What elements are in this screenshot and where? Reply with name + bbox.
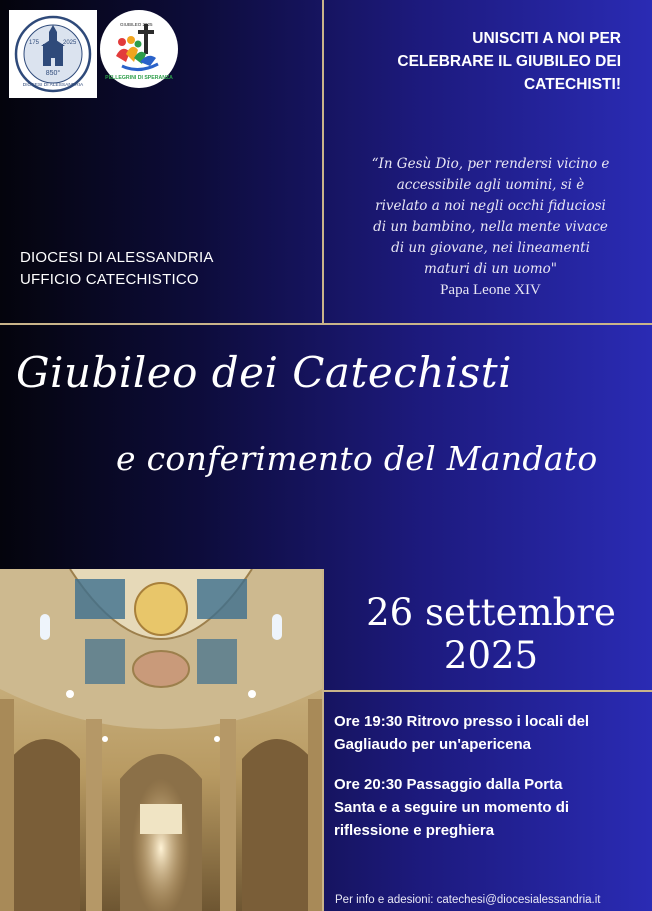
organizer-block xyxy=(20,247,214,291)
event-date xyxy=(330,591,652,677)
quote-line-4: di un bambino, nella mente vivace xyxy=(373,219,608,235)
organizer-line-2: UFFICIO CATECHISTICO xyxy=(20,271,199,288)
program-item-line: Ore 20:30 Passaggio dalla Porta xyxy=(334,776,563,793)
contact-info: Per info e adesioni: catechesi@diocesialessandria.it xyxy=(335,894,601,906)
program-item xyxy=(334,710,644,756)
program-block xyxy=(334,710,644,859)
invite-line-2: CELEBRARE IL GIUBILEO DEI xyxy=(397,53,621,70)
quote-line-3: rivelato a noi negli occhi fiduciosi xyxy=(375,198,606,214)
quote-block xyxy=(338,154,643,280)
jubilee-logo xyxy=(100,10,178,88)
program-item-line: Gagliaudo per un'apericena xyxy=(334,736,531,753)
divider-vertical-top xyxy=(322,0,324,324)
program-item-line: Santa e a seguire un momento di xyxy=(334,799,570,816)
diocese-cathedral-logo-icon xyxy=(13,14,93,94)
divider-horizontal-bottom xyxy=(322,690,652,692)
logo-badge: 850° xyxy=(45,70,61,77)
quote-line-2: accessibile agli uomini, si è xyxy=(396,177,585,193)
event-date-year: 2025 xyxy=(443,634,539,677)
divider-horizontal-top xyxy=(0,323,652,325)
invite-line-3: CATECHISTI! xyxy=(523,76,621,93)
jubilee-logo-top-text: GIUBILEO 2025 xyxy=(120,22,153,27)
program-item-line: riflessione e preghiera xyxy=(334,822,495,839)
invite-line-1: UNISCITI A NOI PER xyxy=(472,30,621,47)
quote-line-5: di un giovane, nei lineamenti xyxy=(391,240,590,256)
invite-heading xyxy=(331,27,621,96)
logo-ring-text: DIOCESI DI ALESSANDRIA xyxy=(22,83,84,88)
diocese-logo xyxy=(9,10,97,98)
jubilee-logo-ring-text: PELLEGRINI DI SPERANZA xyxy=(105,75,173,81)
sub-title: e conferimento del Mandato xyxy=(116,439,598,478)
logo-year-right: 2025 xyxy=(63,40,77,46)
quote-author: Papa Leone XIV xyxy=(440,282,541,298)
event-date-day: 26 settembre xyxy=(366,591,616,634)
quote-line-6: maturi di un uomo" xyxy=(424,261,557,277)
jubilee-pilgrims-logo-icon xyxy=(102,12,176,86)
cathedral-photo xyxy=(0,569,322,911)
main-title: Giubileo dei Catechisti xyxy=(16,348,513,397)
organizer-line-1: DIOCESI DI ALESSANDRIA xyxy=(20,249,214,266)
quote-line-1: “In Gesù Dio, per rendersi vicino e xyxy=(371,156,610,172)
program-item-line: Ore 19:30 Ritrovo presso i locali del xyxy=(334,713,590,730)
logo-year-left: 175 xyxy=(29,40,40,46)
cathedral-interior-photo-icon xyxy=(0,569,322,911)
divider-vertical-bottom xyxy=(322,569,324,911)
program-item xyxy=(334,773,644,842)
